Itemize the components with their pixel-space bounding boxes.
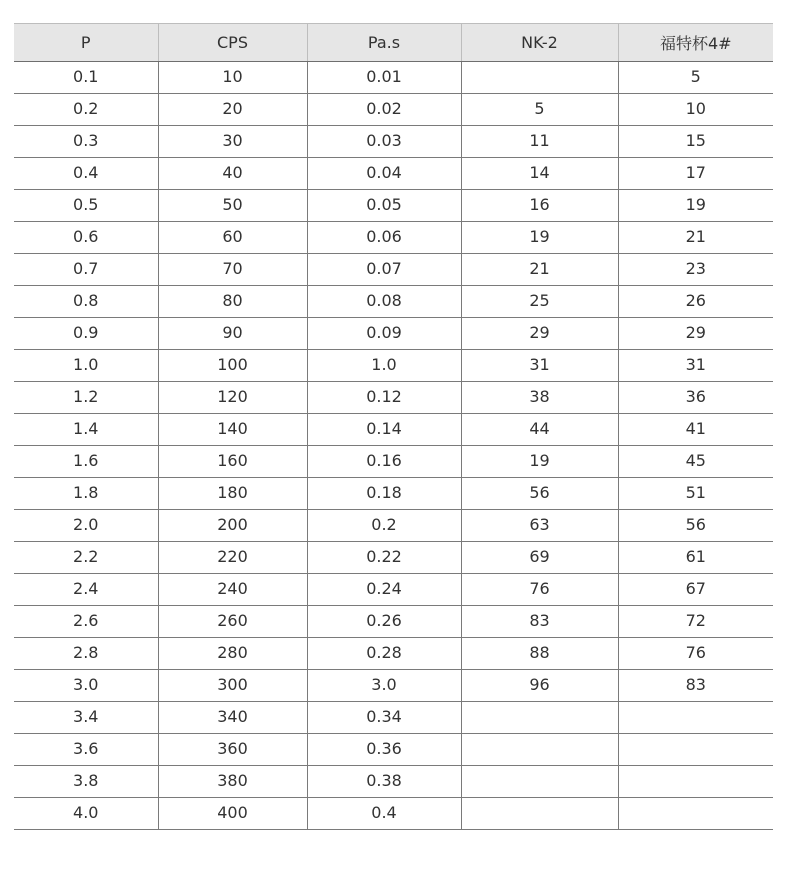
- table-row: [14, 478, 773, 510]
- header-row: [14, 24, 773, 62]
- table-row: [14, 446, 773, 478]
- cell-cps: 70: [158, 254, 307, 286]
- cell-p: 0.5: [14, 190, 158, 222]
- cell-p: 1.0: [14, 350, 158, 382]
- cell-cps: 20: [158, 94, 307, 126]
- cell-p: 2.2: [14, 542, 158, 574]
- cell-cps: 300: [158, 670, 307, 702]
- cell-nk2: [461, 798, 618, 830]
- cell-cps: 10: [158, 62, 307, 94]
- cell-ford-cup-4: 45: [618, 446, 773, 478]
- cell-ford-cup-4: 23: [618, 254, 773, 286]
- cell-nk2: [461, 734, 618, 766]
- table-row: [14, 222, 773, 254]
- cell-nk2: 76: [461, 574, 618, 606]
- cell-p: 0.2: [14, 94, 158, 126]
- table-row: [14, 158, 773, 190]
- cell-p: 2.4: [14, 574, 158, 606]
- cell-pas: 0.01: [307, 62, 461, 94]
- cell-nk2: 11: [461, 126, 618, 158]
- cell-pas: 0.4: [307, 798, 461, 830]
- table-row: [14, 94, 773, 126]
- cell-nk2: 14: [461, 158, 618, 190]
- cell-cps: 60: [158, 222, 307, 254]
- cell-pas: 0.28: [307, 638, 461, 670]
- cell-cps: 380: [158, 766, 307, 798]
- cell-nk2: 19: [461, 446, 618, 478]
- cell-cps: 340: [158, 702, 307, 734]
- cell-pas: 0.2: [307, 510, 461, 542]
- header-nk2: NK-2: [461, 24, 618, 62]
- cell-ford-cup-4: 17: [618, 158, 773, 190]
- cell-ford-cup-4: 31: [618, 350, 773, 382]
- cell-nk2: 88: [461, 638, 618, 670]
- cell-nk2: 5: [461, 94, 618, 126]
- table-row: [14, 702, 773, 734]
- viscosity-conversion-table: [14, 23, 773, 830]
- cell-ford-cup-4: 83: [618, 670, 773, 702]
- cell-cps: 200: [158, 510, 307, 542]
- cell-nk2: 44: [461, 414, 618, 446]
- cell-nk2: 69: [461, 542, 618, 574]
- cell-pas: 0.04: [307, 158, 461, 190]
- cell-pas: 0.03: [307, 126, 461, 158]
- table-row: [14, 510, 773, 542]
- cell-p: 1.8: [14, 478, 158, 510]
- cell-cps: 400: [158, 798, 307, 830]
- cell-nk2: 21: [461, 254, 618, 286]
- cell-p: 4.0: [14, 798, 158, 830]
- cell-pas: 0.06: [307, 222, 461, 254]
- cell-ford-cup-4: 21: [618, 222, 773, 254]
- cell-pas: 0.09: [307, 318, 461, 350]
- table-row: [14, 542, 773, 574]
- cell-nk2: [461, 766, 618, 798]
- cell-cps: 40: [158, 158, 307, 190]
- table-row: [14, 126, 773, 158]
- cell-ford-cup-4: [618, 702, 773, 734]
- cell-ford-cup-4: [618, 734, 773, 766]
- cell-ford-cup-4: 61: [618, 542, 773, 574]
- cell-cps: 30: [158, 126, 307, 158]
- table-row: [14, 606, 773, 638]
- table-row: [14, 670, 773, 702]
- cell-p: 0.4: [14, 158, 158, 190]
- table-row: [14, 286, 773, 318]
- cell-nk2: 25: [461, 286, 618, 318]
- cell-nk2: [461, 62, 618, 94]
- cell-pas: 0.22: [307, 542, 461, 574]
- cell-cps: 240: [158, 574, 307, 606]
- cell-cps: 140: [158, 414, 307, 446]
- cell-cps: 220: [158, 542, 307, 574]
- cell-nk2: 38: [461, 382, 618, 414]
- cell-p: 2.0: [14, 510, 158, 542]
- cell-ford-cup-4: 29: [618, 318, 773, 350]
- cell-p: 2.8: [14, 638, 158, 670]
- cell-p: 0.9: [14, 318, 158, 350]
- cell-ford-cup-4: 41: [618, 414, 773, 446]
- table-row: [14, 638, 773, 670]
- cell-ford-cup-4: 56: [618, 510, 773, 542]
- cell-pas: 0.02: [307, 94, 461, 126]
- header-pas: Pa.s: [307, 24, 461, 62]
- table-row: [14, 350, 773, 382]
- cell-p: 0.7: [14, 254, 158, 286]
- cell-pas: 0.05: [307, 190, 461, 222]
- cell-p: 2.6: [14, 606, 158, 638]
- cell-ford-cup-4: [618, 766, 773, 798]
- cell-cps: 50: [158, 190, 307, 222]
- cell-nk2: 83: [461, 606, 618, 638]
- cell-nk2: 19: [461, 222, 618, 254]
- cell-pas: 0.07: [307, 254, 461, 286]
- cell-pas: 0.26: [307, 606, 461, 638]
- cell-pas: 3.0: [307, 670, 461, 702]
- cell-ford-cup-4: 76: [618, 638, 773, 670]
- cell-p: 1.4: [14, 414, 158, 446]
- cell-nk2: [461, 702, 618, 734]
- cell-p: 1.2: [14, 382, 158, 414]
- cell-pas: 0.12: [307, 382, 461, 414]
- table-row: [14, 318, 773, 350]
- table-row: [14, 574, 773, 606]
- cell-pas: 0.36: [307, 734, 461, 766]
- cell-ford-cup-4: 72: [618, 606, 773, 638]
- cell-nk2: 63: [461, 510, 618, 542]
- cell-pas: 1.0: [307, 350, 461, 382]
- table-body: [14, 62, 773, 830]
- cell-p: 0.3: [14, 126, 158, 158]
- cell-ford-cup-4: 19: [618, 190, 773, 222]
- cell-cps: 260: [158, 606, 307, 638]
- cell-p: 1.6: [14, 446, 158, 478]
- cell-cps: 90: [158, 318, 307, 350]
- table-header: [14, 24, 773, 62]
- cell-p: 3.4: [14, 702, 158, 734]
- table-row: [14, 254, 773, 286]
- cell-ford-cup-4: 15: [618, 126, 773, 158]
- table-row: [14, 382, 773, 414]
- cell-cps: 280: [158, 638, 307, 670]
- cell-p: 0.1: [14, 62, 158, 94]
- cell-cps: 100: [158, 350, 307, 382]
- header-p: P: [14, 24, 158, 62]
- cell-pas: 0.24: [307, 574, 461, 606]
- cell-pas: 0.08: [307, 286, 461, 318]
- cell-p: 3.0: [14, 670, 158, 702]
- viscosity-conversion-table-container: [14, 23, 773, 830]
- cell-pas: 0.18: [307, 478, 461, 510]
- cell-cps: 80: [158, 286, 307, 318]
- table-row: [14, 62, 773, 94]
- cell-cps: 180: [158, 478, 307, 510]
- cell-ford-cup-4: [618, 798, 773, 830]
- cell-ford-cup-4: 36: [618, 382, 773, 414]
- cell-nk2: 96: [461, 670, 618, 702]
- cell-p: 0.8: [14, 286, 158, 318]
- cell-p: 0.6: [14, 222, 158, 254]
- cell-ford-cup-4: 5: [618, 62, 773, 94]
- table-row: [14, 798, 773, 830]
- cell-p: 3.8: [14, 766, 158, 798]
- cell-pas: 0.16: [307, 446, 461, 478]
- cell-nk2: 31: [461, 350, 618, 382]
- cell-pas: 0.14: [307, 414, 461, 446]
- table-row: [14, 766, 773, 798]
- cell-cps: 160: [158, 446, 307, 478]
- cell-cps: 120: [158, 382, 307, 414]
- table-row: [14, 734, 773, 766]
- header-ford-cup-4: 福特杯4#: [618, 24, 773, 62]
- cell-cps: 360: [158, 734, 307, 766]
- cell-pas: 0.38: [307, 766, 461, 798]
- cell-pas: 0.34: [307, 702, 461, 734]
- header-cps: CPS: [158, 24, 307, 62]
- cell-nk2: 56: [461, 478, 618, 510]
- cell-ford-cup-4: 10: [618, 94, 773, 126]
- table-row: [14, 414, 773, 446]
- cell-ford-cup-4: 26: [618, 286, 773, 318]
- cell-ford-cup-4: 67: [618, 574, 773, 606]
- cell-ford-cup-4: 51: [618, 478, 773, 510]
- cell-nk2: 29: [461, 318, 618, 350]
- table-row: [14, 190, 773, 222]
- cell-p: 3.6: [14, 734, 158, 766]
- cell-nk2: 16: [461, 190, 618, 222]
